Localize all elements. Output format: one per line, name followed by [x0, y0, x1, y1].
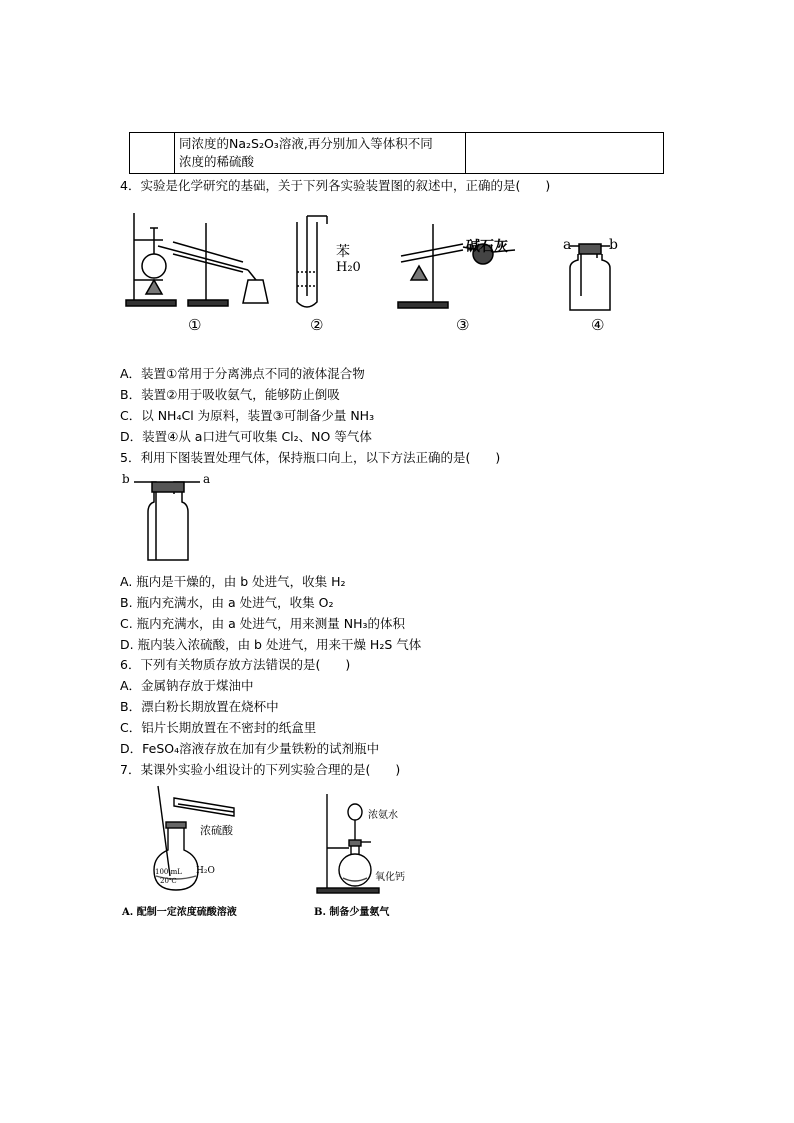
water-label-7a: H₂O	[196, 866, 215, 876]
distillation-apparatus-figure	[118, 208, 278, 313]
flask-volume: 100 mL	[155, 868, 182, 876]
q4-option-c: C．以 NH₄Cl 为原料，装置③可制备少量 NH₃	[120, 408, 375, 423]
bottle5-label-a: a	[203, 472, 211, 486]
q6-option-d: D．FeSO₄溶液存放在加有少量铁粉的试剂瓶中	[120, 741, 380, 756]
fig7a-caption: A. 配制一定浓度硫酸溶液	[122, 907, 237, 918]
gas-bottle-figure-4	[566, 234, 616, 314]
table-cell-empty	[130, 133, 175, 174]
figure-number-3: ③	[456, 316, 470, 334]
flask-temp: 20℃	[160, 877, 177, 885]
table-cell-text	[175, 133, 466, 174]
q5-option-b: B. 瓶内充满水，由 a 处进气，收集 O₂	[120, 595, 334, 610]
cao-label: 氧化钙	[375, 872, 405, 883]
q4-stem: 4．实验是化学研究的基础，关于下列各实验装置图的叙述中，正确的是( )	[120, 178, 551, 193]
gas-bottle-figure-5	[130, 474, 210, 564]
bottle4-label-a: a	[563, 237, 572, 253]
q6-option-a: A．金属钠存放于煤油中	[120, 678, 254, 693]
q7-stem: 7．某课外实验小组设计的下列实验合理的是( )	[120, 762, 401, 777]
bottle4-label-b: b	[609, 237, 618, 253]
q4-option-a: A．装置①常用于分离沸点不同的液体混合物	[120, 366, 365, 381]
q5-stem: 5．利用下图装置处理气体，保持瓶口向上，以下方法正确的是( )	[120, 450, 501, 465]
figure-number-1: ①	[188, 316, 202, 334]
table-text-line2: 浓度的稀硫酸	[179, 154, 255, 169]
q5-option-d: D. 瓶内装入浓硫酸，由 b 处进气，用来干燥 H₂S 气体	[120, 637, 422, 652]
q5-option-c: C. 瓶内充满水，由 a 处进气，用来测量 NH₃的体积	[120, 616, 406, 631]
ammonia-label: 浓氨水	[368, 810, 398, 821]
q6-stem: 6．下列有关物质存放方法错误的是( )	[120, 657, 351, 672]
table-text-line1: 同浓度的Na₂S₂O₃溶液,再分别加入等体积不同	[179, 136, 433, 151]
top-table-fragment	[129, 132, 664, 174]
q4-option-b: B．装置②用于吸收氨气，能够防止倒吸	[120, 387, 340, 402]
benzene-label: 苯	[336, 244, 350, 260]
q6-option-b: B．漂白粉长期放置在烧杯中	[120, 699, 279, 714]
water-label: H₂0	[336, 260, 361, 275]
figure-number-2: ②	[310, 316, 324, 334]
q4-option-d: D．装置④从 a口进气可收集 Cl₂、NO 等气体	[120, 429, 372, 444]
figure-number-4: ④	[591, 316, 605, 334]
table-cell-empty-right	[466, 133, 664, 174]
fig7b-caption: B. 制备少量氨气	[314, 907, 390, 918]
soda-lime-label: 碱石灰	[466, 239, 508, 255]
bottle5-label-b: b	[122, 472, 130, 486]
q5-option-a: A. 瓶内是干燥的，由 b 处进气，收集 H₂	[120, 574, 346, 589]
test-tube-figure	[293, 214, 333, 314]
q6-option-c: C．铝片长期放置在不密封的纸盒里	[120, 720, 317, 735]
acid-label: 浓硫酸	[200, 824, 233, 837]
